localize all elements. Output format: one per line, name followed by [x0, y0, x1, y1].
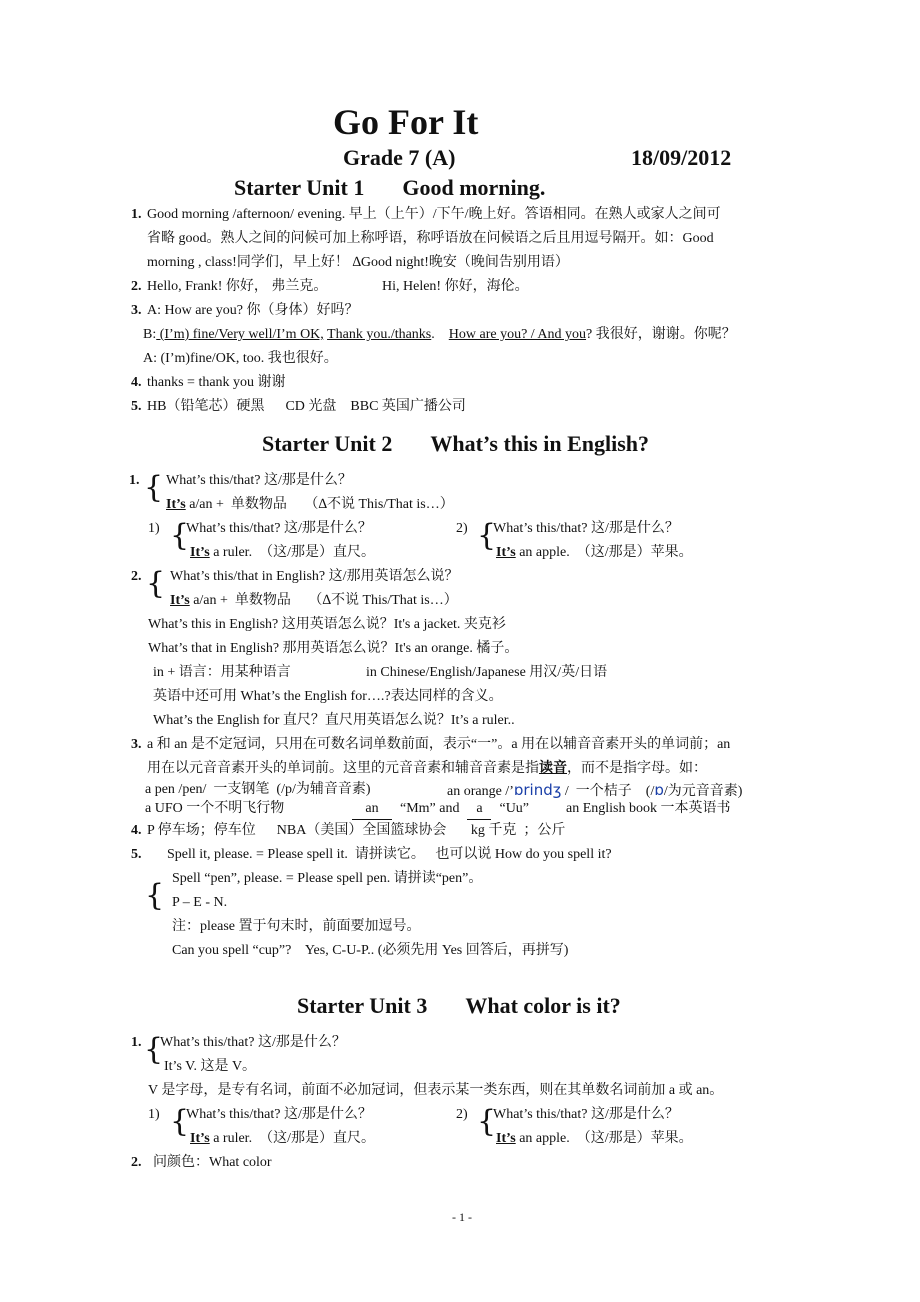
u2-example2-its: It’s [496, 545, 516, 560]
u3-item1-number: 1. [131, 1035, 142, 1050]
u1-item1-line3: morning , class!同学们，早上好！ ∆Good night!晚安（晚间告别用语） [147, 255, 569, 270]
u1-item2-text-b: Hi, Helen! 你好，海伦。 [382, 279, 529, 294]
u3-example1-its: It’s [190, 1131, 210, 1146]
u2-item2-number: 2. [131, 569, 142, 584]
u3-example1-rest: a ruler. （这/那是）直尺。 [209, 1131, 375, 1146]
u1-item4-number: 4. [131, 375, 142, 390]
u3-example1-line-b [190, 1129, 375, 1149]
date-label: 18/09/2012 [631, 145, 732, 170]
u3-example2-line-b [496, 1129, 693, 1149]
u2-item1-its: It’s [166, 497, 186, 512]
page-number: - 1 - [452, 1210, 472, 1224]
u2-item2-rest: a/an + 单数物品 （∆不说 This/That is…） [189, 593, 458, 608]
unit3-heading [297, 992, 621, 1020]
u2-item2-line-e-b: in Chinese/English/Japanese 用汉/英/日语 [366, 665, 608, 680]
u2-item1-line-b [166, 495, 454, 515]
u2-item3-b-pre: 用在以元音音素开头的单词前。这里的元音音素和辅音音素是指 [147, 761, 539, 776]
u3-example2-rest: an apple. （这/那是）苹果。 [515, 1131, 693, 1146]
u2-example1-its: It’s [190, 545, 210, 560]
unit2-heading-number: Starter Unit 2 [262, 431, 393, 456]
grade-label: Grade 7 (A) [343, 145, 456, 170]
u2-item3-line-b [147, 759, 707, 779]
u2-item3-line-a: a 和 an 是不定冠词，只用在可数名词单数前面，表示“一”。a 用在以辅音音素开头的单词前；an [147, 737, 731, 752]
u2-item3-line-c-a: a pen /pen/ 一支钢笔 (/p/为辅音音素) [145, 782, 371, 797]
u2-item3-b-emphasis: 读音 [539, 761, 567, 776]
u2-item2-line-c: What’s this in English? 这用英语怎么说？It's a jacket. 夹克衫 [148, 617, 506, 632]
u2-item5-line-a: Spell it, please. = Please spell it. 请拼读它。 也可以说 How do you spell it? [167, 847, 612, 862]
u3-item1-line-b: It’s V. 这是 V。 [164, 1059, 257, 1074]
u1-item1-line1: Good morning /afternoon/ evening. 早上（上午）/下午/晚上好。答语相同。在熟人或家人之间可 [147, 207, 721, 222]
brace-icon: { [170, 1104, 190, 1139]
u1-item3-b-thanks: Thank you./thanks [327, 327, 432, 342]
u2-item2-line-e-a: in + 语言：用某种语言 [153, 665, 291, 680]
u1-item3-line-a: A: How are you? 你（身体）好吗？ [147, 303, 359, 318]
u1-item3-b-prefix: B: [143, 327, 157, 342]
u2-item5-line-e: Can you spell “cup”? Yes, C-U-P.. (必须先用 Yes 回答后，再拼写) [172, 943, 569, 958]
u2-item3-mm: “Mm” and [400, 801, 460, 816]
u2-item3-vowel-note: /为元音音素) [663, 784, 743, 799]
u2-item5-line-c: P – E - N. [172, 895, 228, 910]
u2-item3-b-post: ，而不是指字母。如： [567, 761, 707, 776]
u2-item1-line-a: What’s this/that? 这/那是什么？ [166, 473, 352, 488]
u3-item1-line-c: V 是字母，是专有名词，前面不必加冠词，但表示某一类东西，则在其单数名词前加 a 或 an。 [148, 1083, 724, 1098]
u2-item1-rest: a/an + 单数物品 （∆不说 This/That is…） [185, 497, 454, 512]
brace-icon: { [144, 470, 164, 505]
u2-item5-line-d: 注：please 置于句末时，前面要加逗号。 [172, 919, 421, 934]
u2-item3-blank-an: an [352, 799, 392, 820]
brace-icon: { [144, 1032, 164, 1067]
u1-item3-line-b [143, 325, 736, 345]
u2-item2-its: It’s [170, 593, 190, 608]
u2-item2-line-a: What’s this/that in English? 这/那用英语怎么说？ [170, 569, 459, 584]
u1-item3-b-fine: (I’m) fine/Very well/I’m OK, [156, 327, 324, 342]
brace-icon: { [146, 566, 166, 601]
u3-example2-line-a: What’s this/that? 这/那是什么？ [493, 1107, 679, 1122]
u2-example1-line-a: What’s this/that? 这/那是什么？ [186, 521, 372, 536]
u2-example2-rest: an apple. （这/那是）苹果。 [515, 545, 693, 560]
u2-item3-orange: an orange /’ [447, 784, 514, 799]
u3-item2-number: 2. [131, 1155, 142, 1170]
u2-item3-line-d-a: a UFO 一个不明飞行物 [145, 801, 285, 816]
u2-item2-line-g: What’s the English for 直尺？直尺用英语怎么说？It’s a ruler.. [153, 713, 515, 728]
unit2-heading-topic: What’s this in English? [430, 431, 650, 456]
brace-icon: { [170, 518, 190, 553]
u2-example2-line-b [496, 543, 693, 563]
brace-icon: { [477, 1104, 497, 1139]
unit1-heading [234, 174, 545, 202]
u1-item2-text-a: Hello, Frank! 你好， 弗兰克。 [147, 279, 328, 294]
u2-item3-blank-a: a [467, 799, 491, 820]
u1-item3-b-post: ? 我很好，谢谢。你呢？ [586, 327, 736, 342]
u2-example1-number: 1) [148, 521, 160, 536]
u2-item3-line-d-b [352, 799, 529, 820]
unit3-heading-number: Starter Unit 3 [297, 993, 428, 1018]
unit1-heading-topic: Good morning. [402, 175, 546, 200]
u3-example1-line-a: What’s this/that? 这/那是什么？ [186, 1107, 372, 1122]
u1-item1-line2: 省略 good。熟人之间的问候可加上称呼语，称呼语放在问候语之后且用逗号隔开。如：Good [147, 231, 714, 246]
u1-item1-number: 1. [131, 207, 142, 222]
u2-example1-line-b [190, 543, 375, 563]
u1-item4-text: thanks = thank you 谢谢 [147, 375, 286, 390]
u2-item3-phonetic-vowel: ɒ [654, 781, 664, 799]
document-title: Go For It [333, 102, 479, 142]
u2-item2-line-f: 英语中还可用 What’s the English for….?表达同样的含义。 [153, 689, 503, 704]
unit3-heading-topic: What color is it? [465, 993, 621, 1018]
u2-item4-text: P 停车场；停车位 NBA（美国）全国篮球协会 kg 千克 ；公斤 [147, 823, 566, 838]
u2-item3-number: 3. [131, 737, 142, 752]
u1-item5-number: 5. [131, 399, 142, 414]
u3-item1-line-a: What’s this/that? 这/那是什么？ [160, 1035, 346, 1050]
u2-item2-line-d: What’s that in English? 那用英语怎么说？It's an orange. 橘子。 [148, 641, 519, 656]
u1-item3-number: 3. [131, 303, 142, 318]
brace-icon: { [145, 878, 165, 913]
u1-item3-b-how: How are you? / And you [448, 327, 587, 342]
u1-item2-number: 2. [131, 279, 142, 294]
u2-item5-number: 5. [131, 847, 142, 862]
u2-item3-phonetic: ɒrindʒ [513, 781, 562, 799]
u2-item4-number: 4. [131, 823, 142, 838]
brace-icon: { [477, 518, 497, 553]
u2-item5-line-b: Spell “pen”, please. = Please spell pen. 请拼读“pen”。 [172, 871, 483, 886]
u2-item2-line-b [170, 591, 458, 611]
u2-example2-line-a: What’s this/that? 这/那是什么？ [493, 521, 679, 536]
u2-example2-number: 2) [456, 521, 468, 536]
unit1-heading-number: Starter Unit 1 [234, 175, 365, 200]
u1-item3-line-c: A: (I’m)fine/OK, too. 我也很好。 [143, 351, 338, 366]
u1-item5-text: HB（铅笔芯）硬黑 CD 光盘 BBC 英国广播公司 [147, 399, 466, 414]
u1-item3-b-mid: . [431, 327, 449, 342]
u2-item1-number: 1. [129, 473, 140, 488]
u2-item3-uu: “Uu” [499, 801, 530, 816]
u2-item3-orange-cn: / 一个桔子 (/ [561, 784, 655, 799]
u3-example2-its: It’s [496, 1131, 516, 1146]
u3-example2-number: 2) [456, 1107, 468, 1122]
unit2-heading [262, 430, 649, 458]
u3-example1-number: 1) [148, 1107, 160, 1122]
u2-item3-line-d-c: an English book 一本英语书 [566, 801, 731, 816]
u3-item2-text: 问颜色：What color [153, 1155, 272, 1170]
u2-example1-rest: a ruler. （这/那是）直尺。 [209, 545, 375, 560]
